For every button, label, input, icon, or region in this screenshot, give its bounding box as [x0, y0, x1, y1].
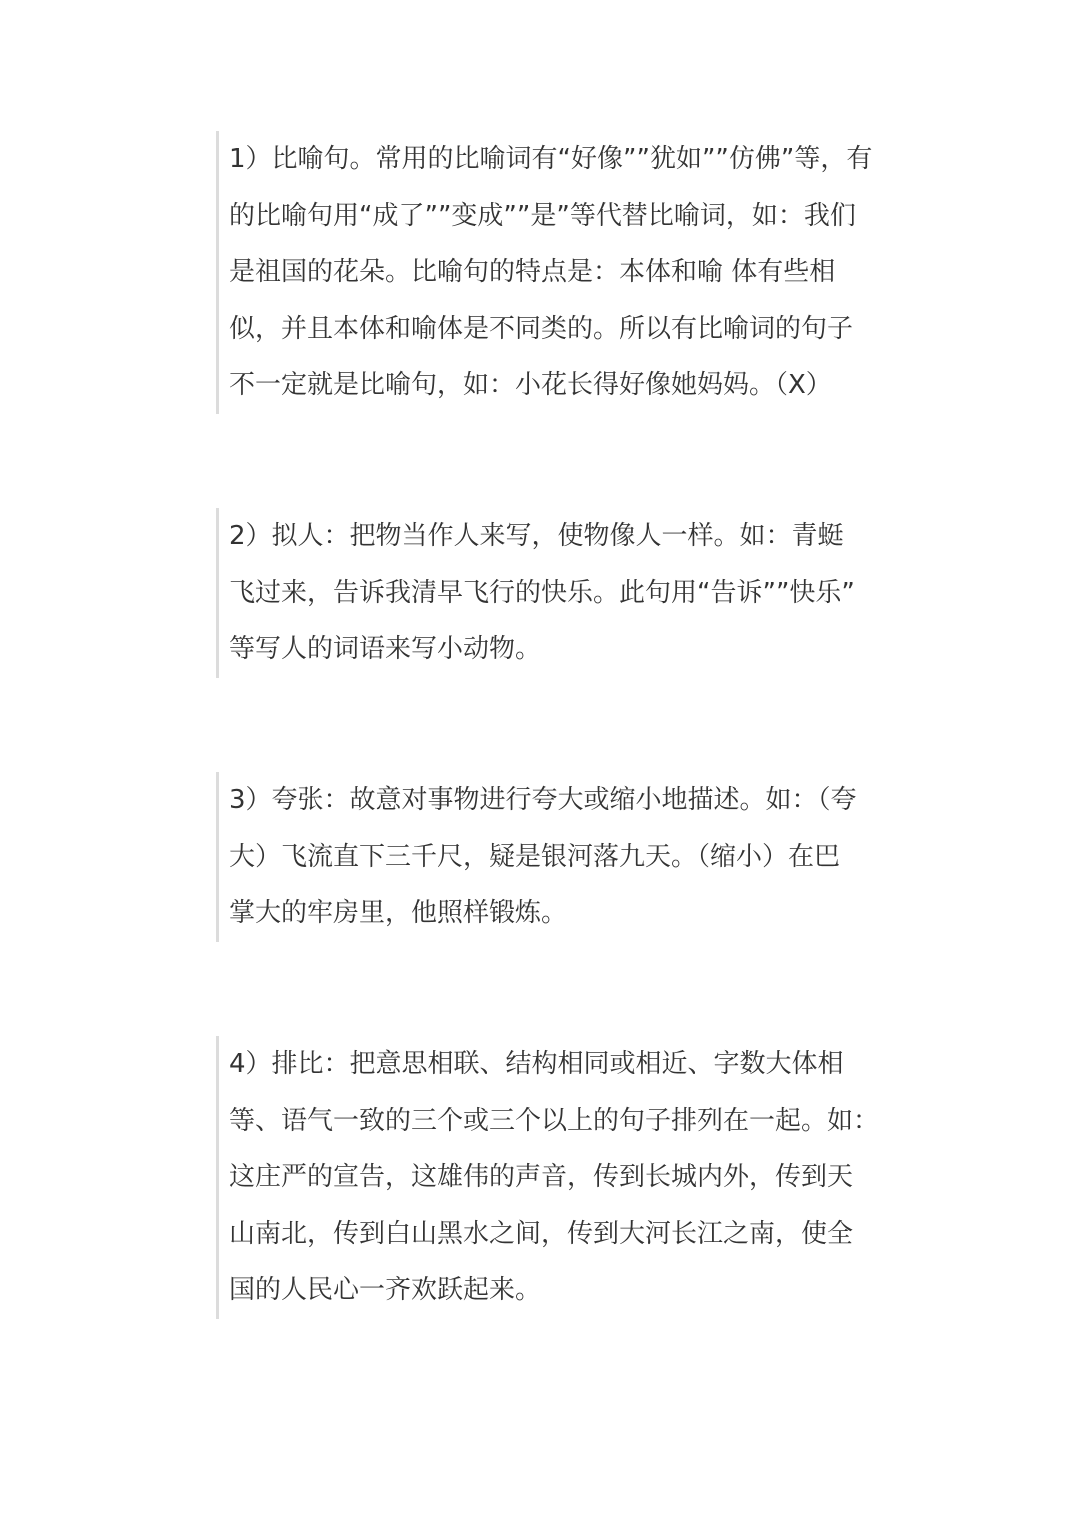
text-line: 2）拟人：把物当作人来写，使物像人一样。如：青蜓 — [229, 521, 844, 551]
text-line: 掌大的牢房里，他照样锻炼。 — [229, 898, 568, 928]
text-line: 的比喻句用“成了””变成””是”等代替比喻词，如：我们 — [229, 200, 856, 231]
text-line: 是祖国的花朵。比喻句的特点是：本体和喻 体有些相 — [229, 257, 836, 287]
text-line: 1）比喻句。常用的比喻词有“好像””犹如””仿佛”等，有 — [229, 144, 873, 174]
quote-block-personification — [216, 508, 866, 678]
quote-block-parallelism — [216, 1036, 880, 1319]
quote-block-hyperbole — [216, 772, 866, 942]
text-line: 山南北，传到白山黑水之间，传到大河长江之南，使全 — [229, 1218, 854, 1249]
text-line: 等、语气一致的三个或三个以上的句子排列在一起。如： — [229, 1105, 880, 1136]
text-line: 国的人民心一齐欢跃起来。 — [229, 1275, 542, 1305]
text-line: 飞过来，告诉我清早飞行的快乐。此句用“告诉””快乐” — [229, 577, 855, 608]
text-line: 这庄严的宣告，这雄伟的声音，传到长城内外，传到天 — [229, 1162, 854, 1192]
quote-block-metaphor — [216, 131, 873, 414]
text-line: 4）排比：把意思相联、结构相同或相近、字数大体相 — [229, 1049, 844, 1079]
text-line: 等写人的词语来写小动物。 — [229, 634, 542, 664]
text-line: 似，并且本体和喻体是不同类的。所以有比喻词的句子 — [229, 313, 854, 344]
text-line: 大）飞流直下三千尺，疑是银河落九天。（缩小）在巴 — [229, 841, 841, 872]
text-line: 3）夸张：故意对事物进行夸大或缩小地描述。如：（夸 — [229, 785, 857, 815]
text-line: 不一定就是比喻句，如：小花长得好像她妈妈。（X） — [229, 370, 832, 400]
